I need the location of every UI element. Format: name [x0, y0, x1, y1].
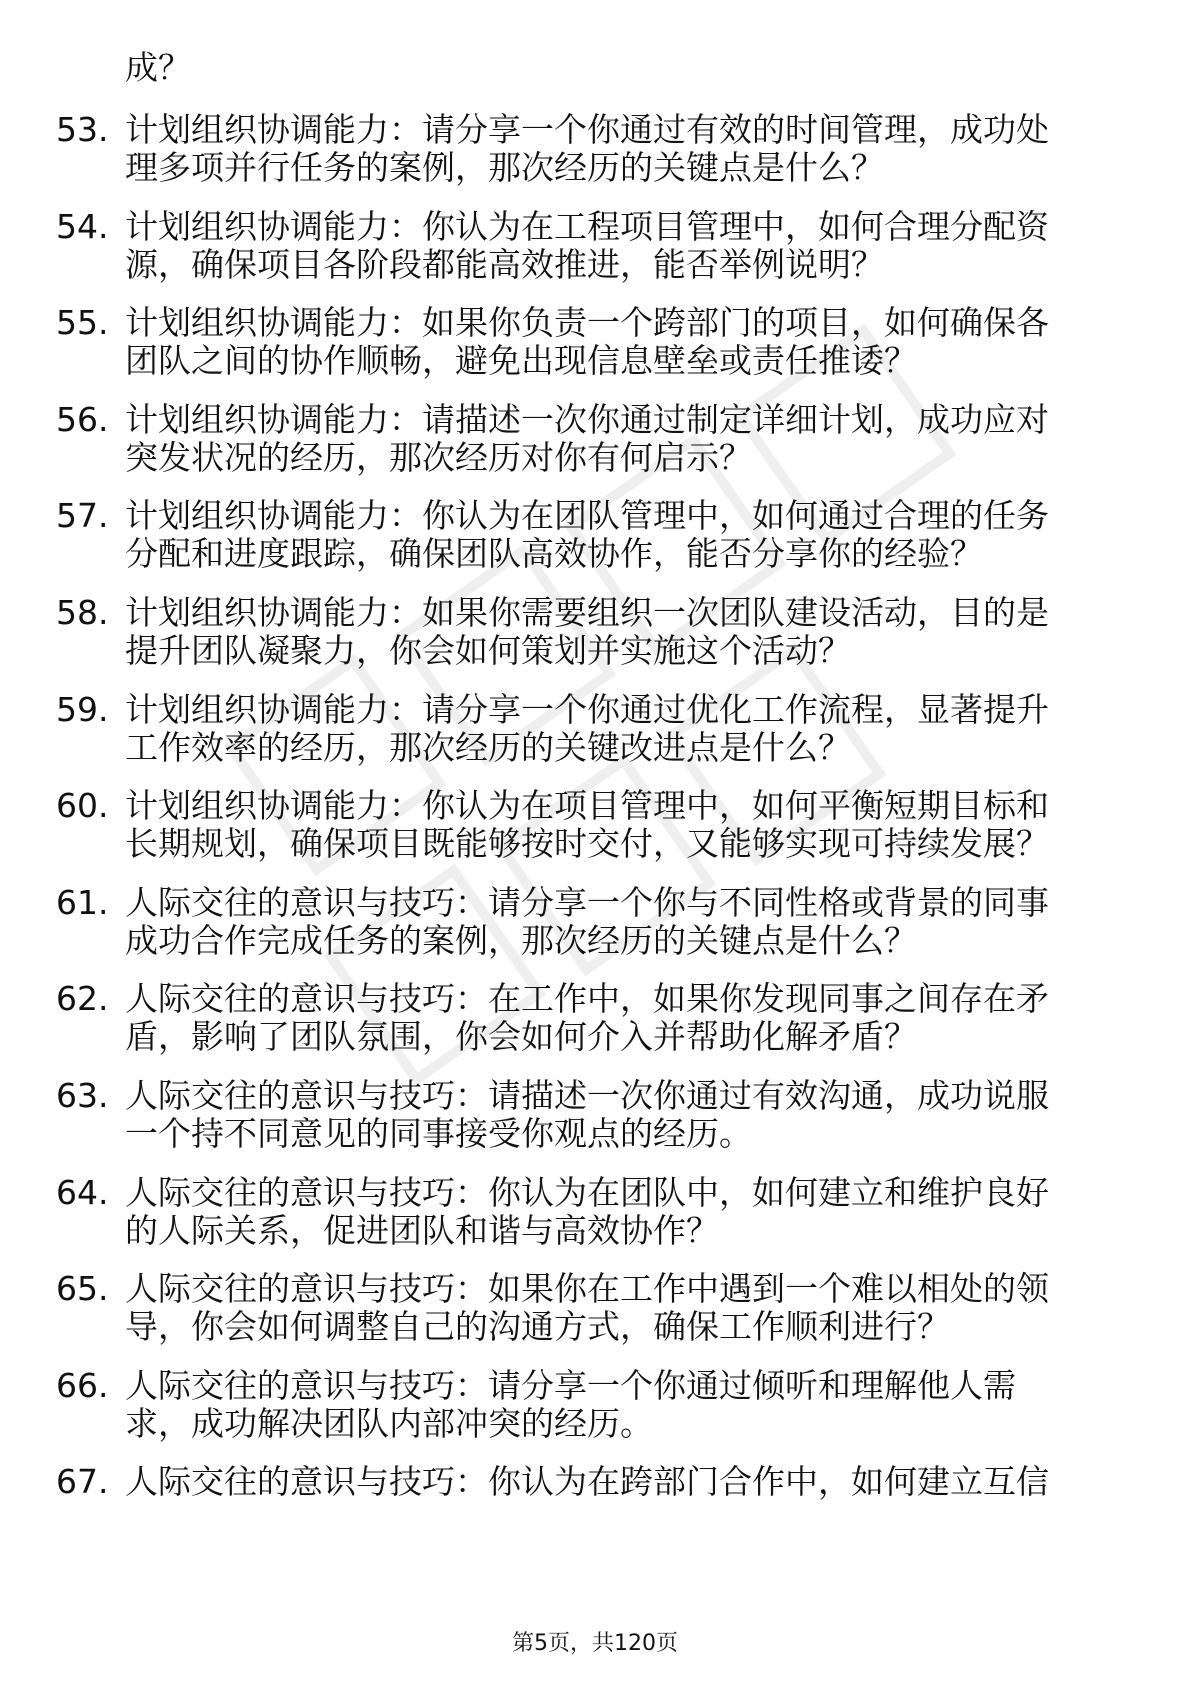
- question-text-line: 人际交往的意识与技巧：请描述一次你通过有效沟通，成功说服: [125, 1076, 1049, 1115]
- question-text-line: 理多项并行任务的案例，那次经历的关键点是什么？: [125, 148, 884, 187]
- question-number: 65.: [56, 1269, 109, 1309]
- question-text-line: 人际交往的意识与技巧：你认为在跨部门合作中，如何建立互信: [125, 1462, 1049, 1502]
- question-text-line: 人际交往的意识与技巧：在工作中，如果你发现同事之间存在矛: [125, 979, 1049, 1019]
- question-text-line: 一个持不同意见的同事接受你观点的经历。: [125, 1114, 752, 1153]
- question-text-line: 工作效率的经历，那次经历的关键改进点是什么？: [125, 727, 851, 767]
- question-number: 66.: [56, 1365, 109, 1405]
- question-number: 64.: [56, 1172, 109, 1212]
- question-text-line: 人际交往的意识与技巧：你认为在团队中，如何建立和维护良好: [125, 1172, 1049, 1212]
- question-text-line: 计划组织协调能力：请分享一个你通过有效的时间管理，成功处: [125, 110, 1049, 149]
- question-text-line: 盾，影响了团队氛围，你会如何介入并帮助化解矛盾？: [125, 1017, 917, 1057]
- question-number: 61.: [56, 882, 109, 922]
- question-text-line: 计划组织协调能力：请分享一个你通过优化工作流程，显著提升: [125, 689, 1049, 729]
- question-text-line: 计划组织协调能力：如果你负责一个跨部门的项目，如何确保各: [125, 303, 1049, 343]
- question-number: 58.: [56, 593, 109, 632]
- question-number: 60.: [56, 786, 109, 826]
- question-text-line: 计划组织协调能力：你认为在项目管理中，如何平衡短期目标和: [125, 786, 1049, 826]
- question-text-line: 源，确保项目各阶段都能高效推进，能否举例说明？: [125, 244, 884, 284]
- question-number: 63.: [56, 1076, 109, 1115]
- question-number: 53.: [56, 110, 109, 149]
- question-text-line: 突发状况的经历，那次经历对你有何启示？: [125, 437, 752, 477]
- question-text-line: 求，成功解决团队内部冲突的经历。: [125, 1403, 653, 1443]
- question-text-line: 计划组织协调能力：你认为在团队管理中，如何通过合理的任务: [125, 496, 1049, 536]
- question-number: 62.: [56, 979, 109, 1019]
- continuation-text: 成？: [125, 48, 191, 87]
- question-text-line: 提升团队凝聚力，你会如何策划并实施这个活动？: [125, 631, 851, 670]
- question-text-line: 成功合作完成任务的案例，那次经历的关键点是什么？: [125, 920, 917, 960]
- question-text-line: 分配和进度跟踪，确保团队高效协作，能否分享你的经验？: [125, 534, 983, 574]
- question-number: 55.: [56, 303, 109, 343]
- question-text-line: 计划组织协调能力：你认为在工程项目管理中，如何合理分配资: [125, 206, 1049, 246]
- question-text-line: 计划组织协调能力：如果你需要组织一次团队建设活动，目的是: [125, 593, 1049, 632]
- question-text-line: 计划组织协调能力：请描述一次你通过制定详细计划，成功应对: [125, 399, 1049, 439]
- question-text-line: 团队之间的协作顺畅，避免出现信息壁垒或责任推诿？: [125, 341, 917, 381]
- question-text-line: 长期规划，确保项目既能够按时交付，又能够实现可持续发展？: [125, 824, 1049, 864]
- question-text-line: 导，你会如何调整自己的沟通方式，确保工作顺利进行？: [125, 1307, 950, 1347]
- question-text-line: 人际交往的意识与技巧：请分享一个你与不同性格或背景的同事: [125, 882, 1049, 922]
- page-footer: 第5页，共120页: [512, 1631, 678, 1656]
- question-number: 59.: [56, 689, 109, 729]
- question-number: 54.: [56, 206, 109, 246]
- question-text-line: 的人际关系，促进团队和谐与高效协作？: [125, 1210, 719, 1250]
- question-number: 67.: [56, 1462, 109, 1502]
- question-text-line: 人际交往的意识与技巧：请分享一个你通过倾听和理解他人需: [125, 1365, 1016, 1405]
- question-number: 56.: [56, 399, 109, 439]
- question-text-line: 人际交往的意识与技巧：如果你在工作中遇到一个难以相处的领: [125, 1269, 1049, 1309]
- question-number: 57.: [56, 496, 109, 536]
